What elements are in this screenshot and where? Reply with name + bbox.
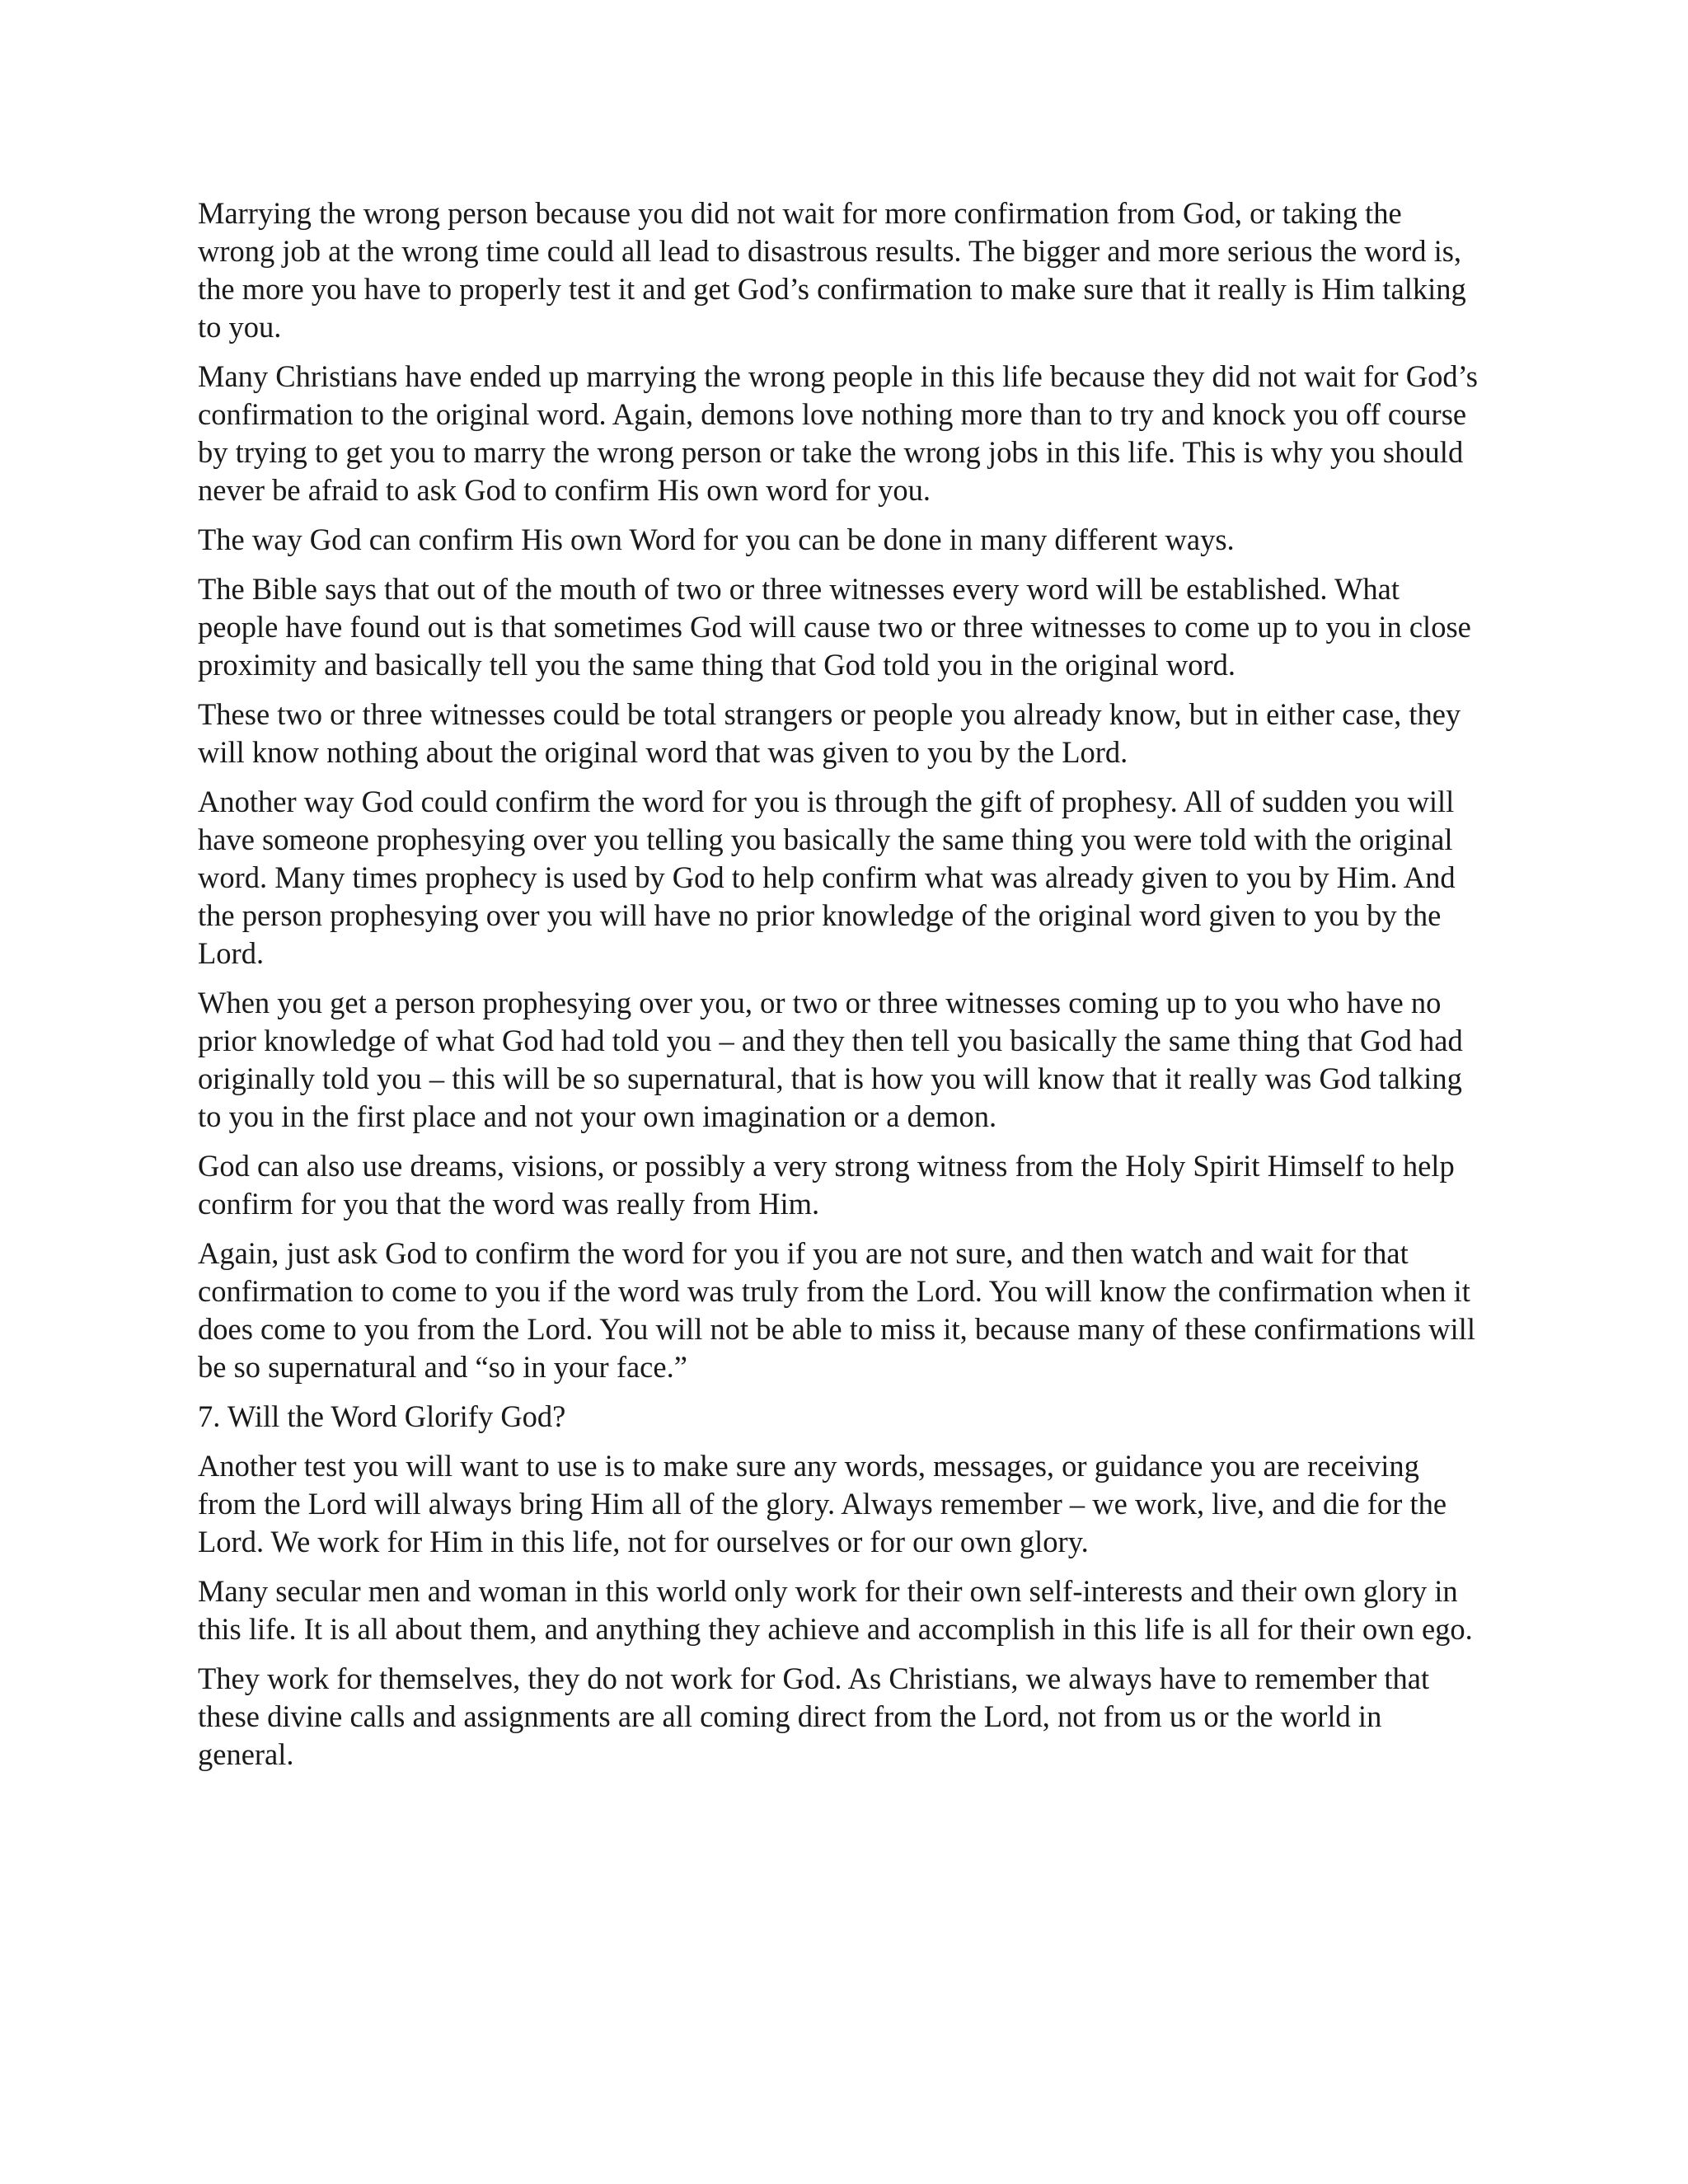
paragraph: The way God can confirm His own Word for you can be done in many different ways. — [198, 523, 1235, 556]
paragraph: God can also use dreams, visions, or possibly a very strong witness from the Holy Spirit Himself to help confirm for you that the word was really from Him. — [198, 1149, 1455, 1221]
paragraph: Another way God could confirm the word for you is through the gift of prophesy. All of sudden you will have someone prophesying over you telling you basically the same thing you were told with the original word. Many times prophecy is used by God to help confirm what was already given to you by Him. And the person prophesying over you will have no prior knowledge of the original word given to you by the Lord. — [198, 785, 1456, 970]
paragraph: Again, just ask God to confirm the word for you if you are not sure, and then watch and wait for that confirmation to come to you if the word was truly from the Lord. You will know the confirmation when it does come to you from the Lord. You will not be able to miss it, because many of these confirmations will be so supernatural and “so in your face.” — [198, 1236, 1475, 1384]
paragraph: Marrying the wrong person because you did not wait for more confirmation from God, or taking the wrong job at the wrong time could all lead to disastrous results. The bigger and more serious the word is, the more you have to properly test it and get God’s confirmation to make sure that it really is Him talking to you. — [198, 196, 1466, 344]
document-body — [198, 194, 1479, 1785]
paragraph: The Bible says that out of the mouth of two or three witnesses every word will be established. What people have found out is that sometimes God will cause two or three witnesses to come up to you in close proximity and basically tell you the same thing that God told you in the original word. — [198, 572, 1471, 682]
paragraph: Many Christians have ended up marrying the wrong people in this life because they did not wait for God’s confirmation to the original word. Again, demons love nothing more than to try and knock you off course by trying to get you to marry the wrong person or take the wrong jobs in this life. This is why you should never be afraid to ask God to confirm His own word for you. — [198, 359, 1478, 507]
paragraph: Many secular men and woman in this world only work for their own self-interests and their own glory in this life. It is all about them, and anything they achieve and accomplish in this life is all for their own ego. — [198, 1574, 1473, 1646]
paragraph: These two or three witnesses could be total strangers or people you already know, but in either case, they will know nothing about the original word that was given to you by the Lord. — [198, 697, 1461, 769]
paragraph: When you get a person prophesying over you, or two or three witnesses coming up to you who have no prior knowledge of what God had told you – and they then tell you basically the same thing that God had originally told you – this will be so supernatural, that is how you will know that it really was God talking to you in the first place and not your own imagination or a demon. — [198, 986, 1463, 1133]
section-heading: 7. Will the Word Glorify God? — [198, 1399, 566, 1433]
paragraph: Another test you will want to use is to make sure any words, messages, or guidance you are receiving from the Lord will always bring Him all of the glory. Always remember – we work, live, and die for the Lord. We work for Him in this life, not for ourselves or for our own glory. — [198, 1449, 1447, 1558]
paragraph: They work for themselves, they do not work for God. As Christians, we always have to remember that these divine calls and assignments are all coming direct from the Lord, not from us or the world in general. — [198, 1661, 1430, 1771]
